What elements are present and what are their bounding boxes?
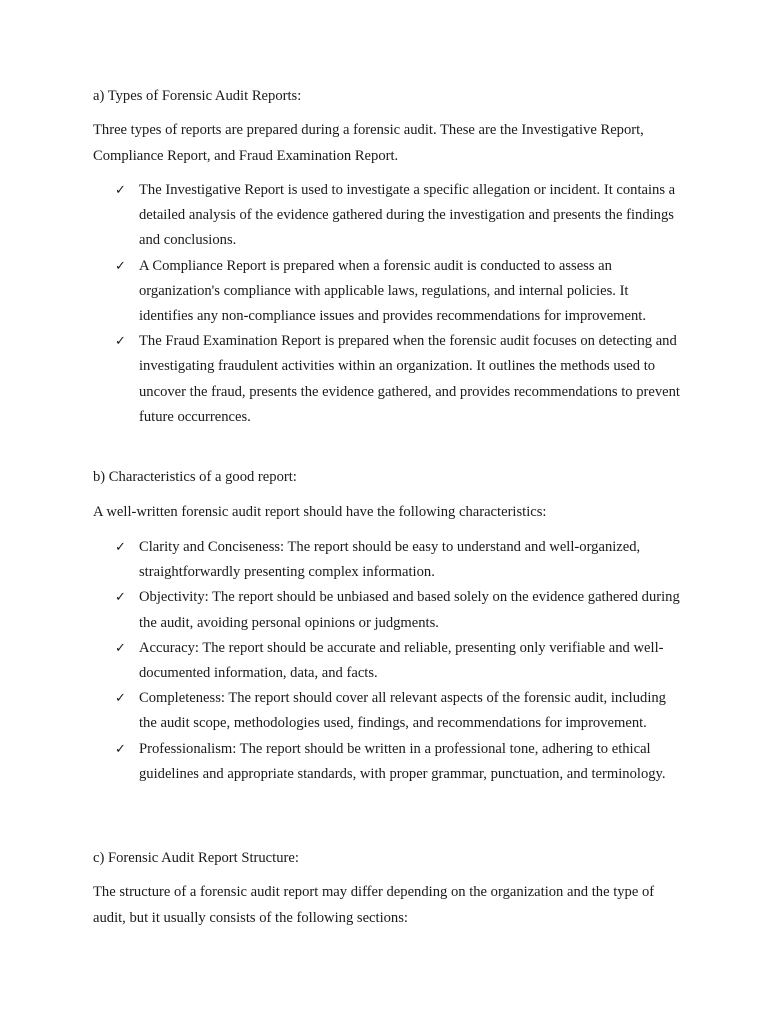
list-item-text: Accuracy: The report should be accurate and reliable, presenting only verifiable and well-documented information, data, and facts. xyxy=(139,639,664,682)
list-item xyxy=(0,535,684,585)
checkmark-icon: ✓ xyxy=(115,334,126,350)
list-item xyxy=(0,686,684,736)
list-item-text: The Investigative Report is used to investigate a specific allegation or incident. It contains a detailed analysis of the evidence gathered during the investigation and presents the findings and conclusions. xyxy=(139,182,676,249)
list-item-text: A Compliance Report is prepared when a forensic audit is conducted to assess an organization's compliance with applicable laws, regulations, and internal policies. It identifies any non-compliance issues and provides recommendations for improvement. xyxy=(139,257,646,325)
list-item-text: Professionalism: The report should be written in a professional tone, adhering to ethical guidelines and appropriate standards, with proper grammar, punctuation, and terminology. xyxy=(139,740,666,782)
list-item-text: The Fraud Examination Report is prepared when the forensic audit focuses on detecting and investigating fraudulent activities within an organization. It outlines the methods used to uncover the fraud, presents the evidence gathered, and provides recommendations to prevent future occurrences. xyxy=(139,333,680,425)
list-item-text: Completeness: The report should cover all relevant aspects of the forensic audit, including the audit scope, methodologies used, findings, and recommendations for improvement. xyxy=(139,690,666,732)
list-item xyxy=(0,329,684,430)
section-c-intro: The structure of a forensic audit report may differ depending on the organization and the type of audit, but it usually consists of the following sections: xyxy=(93,884,655,926)
checkmark-icon: ✓ xyxy=(115,258,126,274)
list-item xyxy=(0,178,684,254)
checkmark-icon: ✓ xyxy=(115,590,126,606)
list-item xyxy=(0,737,684,787)
list-item xyxy=(0,636,684,686)
section-a-intro: Three types of reports are prepared during a forensic audit. These are the Investigative Report, Compliance Report, and Fraud Examination Report. xyxy=(93,122,644,164)
section-b-intro: A well-written forensic audit report should have the following characteristics: xyxy=(93,504,547,520)
checkmark-icon: ✓ xyxy=(115,183,126,198)
checkmark-icon: ✓ xyxy=(115,691,126,707)
section-b-list xyxy=(0,535,768,787)
section-a-list xyxy=(0,178,768,430)
section-a-heading: a) Types of Forensic Audit Reports: xyxy=(93,88,302,104)
list-item xyxy=(0,585,684,635)
checkmark-icon: ✓ xyxy=(115,540,126,555)
list-item-text: Objectivity: The report should be unbiased and based solely on the evidence gathered during the audit, avoiding personal opinions or judgments. xyxy=(139,589,680,631)
checkmark-icon: ✓ xyxy=(115,640,126,656)
list-item xyxy=(0,254,684,330)
section-b-heading: b) Characteristics of a good report: xyxy=(93,469,297,485)
section-c-heading: c) Forensic Audit Report Structure: xyxy=(93,850,299,866)
list-item-text: Clarity and Conciseness: The report should be easy to understand and well-organized, straightforwardly presenting complex information. xyxy=(139,539,641,581)
checkmark-icon: ✓ xyxy=(115,741,126,757)
